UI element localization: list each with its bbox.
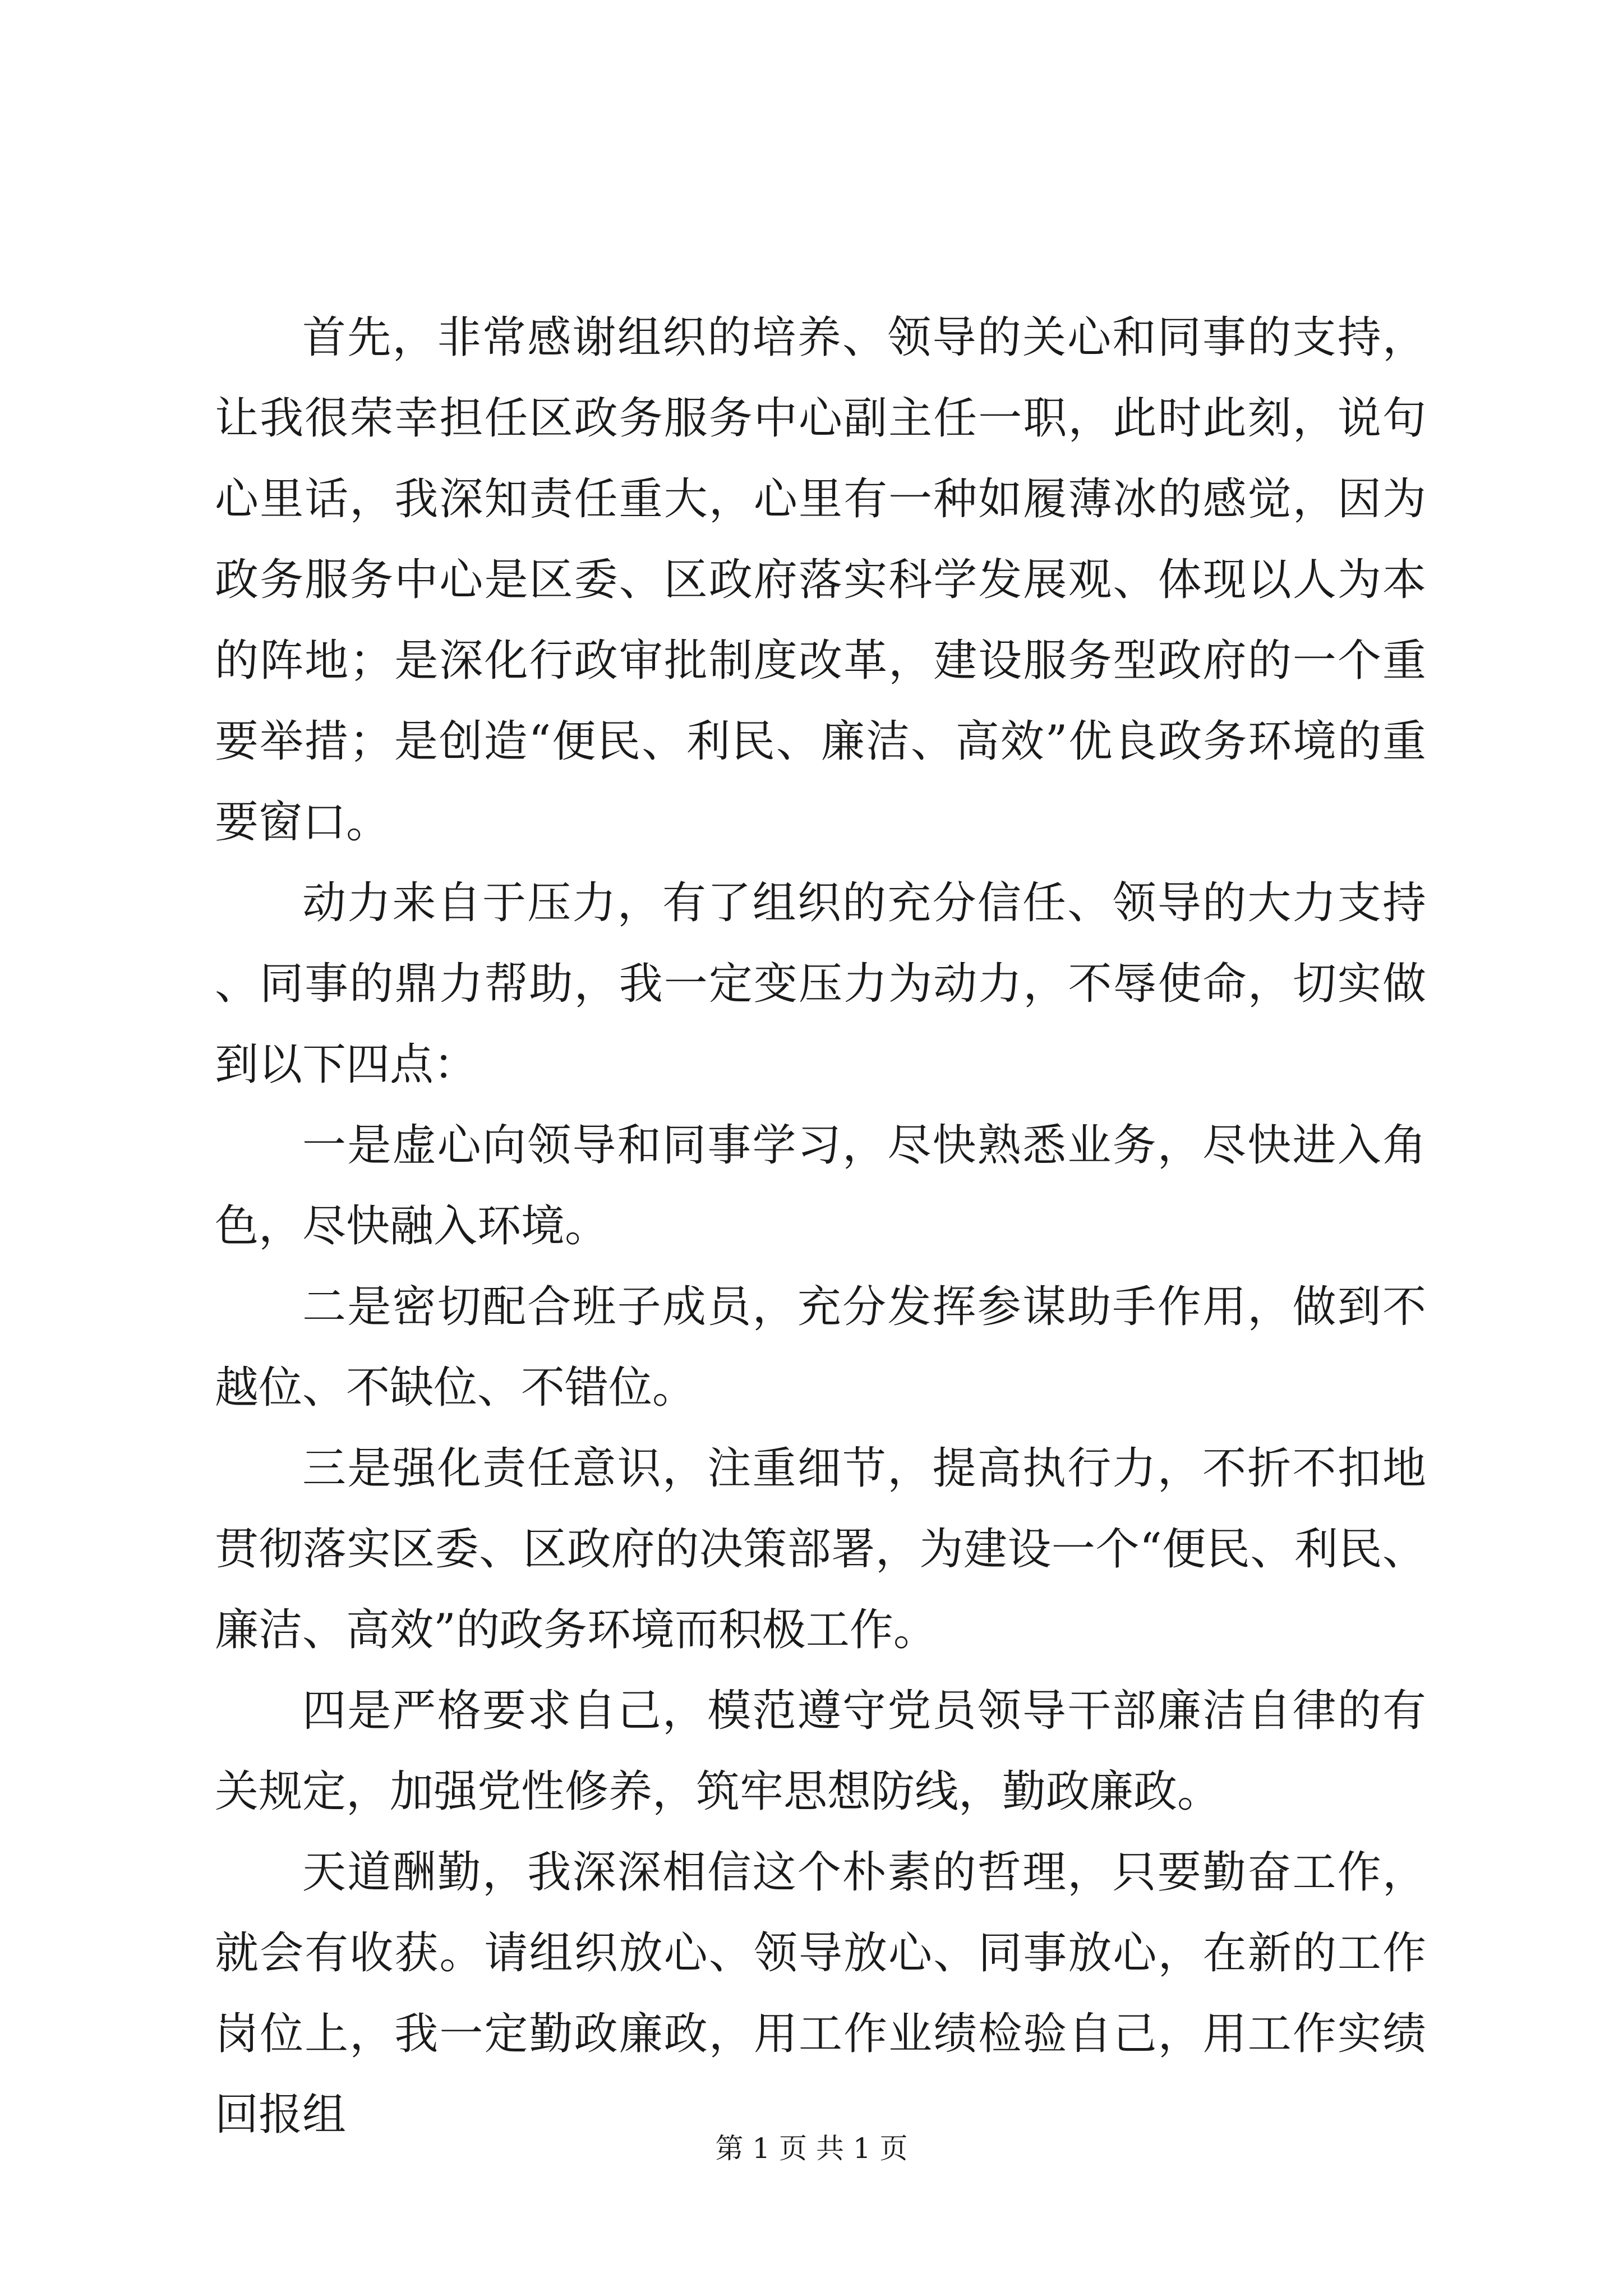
paragraph-point-four: 四是严格要求自己，模范遵守党员领导干部廉洁自律的有关规定，加强党性修养，筑牢思想防线，勤政廉政。 bbox=[215, 1686, 1426, 1817]
paragraph-motivation: 动力来自于压力，有了组织的充分信任、领导的大力支持、同事的鼎力帮助，我一定变压力为动力，不辱使命，切实做到以下四点： bbox=[215, 878, 1426, 1090]
paragraph-point-three: 三是强化责任意识，注重细节，提高执行力，不折不扣地贯彻落实区委、区政府的决策部署，为建设一个“便民、利民、廉洁、高效”的政务环境而积极工作。 bbox=[215, 1443, 1426, 1655]
document-body bbox=[215, 297, 1426, 2155]
paragraph-point-two: 二是密切配合班子成员，充分发挥参谋助手作用，做到不越位、不缺位、不错位。 bbox=[215, 1282, 1426, 1413]
paragraph-closing: 天道酬勤，我深深相信这个朴素的哲理，只要勤奋工作，就会有收获。请组织放心、领导放心、同事放心，在新的工作岗位上，我一定勤政廉政，用工作业绩检验自己，用工作实绩回报组 bbox=[215, 1847, 1426, 2140]
paragraph-intro: 首先，非常感谢组织的培养、领导的关心和同事的支持，让我很荣幸担任区政务服务中心副主任一职，此时此刻，说句心里话，我深知责任重大，心里有一种如履薄冰的感觉，因为政务服务中心是区委、区政府落实科学发展观、体现以人为本的阵地；是深化行政审批制度改革，建设服务型政府的一个重要举措；是创造“便民、利民、廉洁、高效”优良政务环境的重要窗口。 bbox=[215, 312, 1426, 848]
paragraph-point-one: 一是虚心向领导和同事学习，尽快熟悉业务，尽快进入角色，尽快融入环境。 bbox=[215, 1120, 1426, 1251]
page-number-footer: 第 1 页 共 1 页 bbox=[715, 2132, 908, 2165]
